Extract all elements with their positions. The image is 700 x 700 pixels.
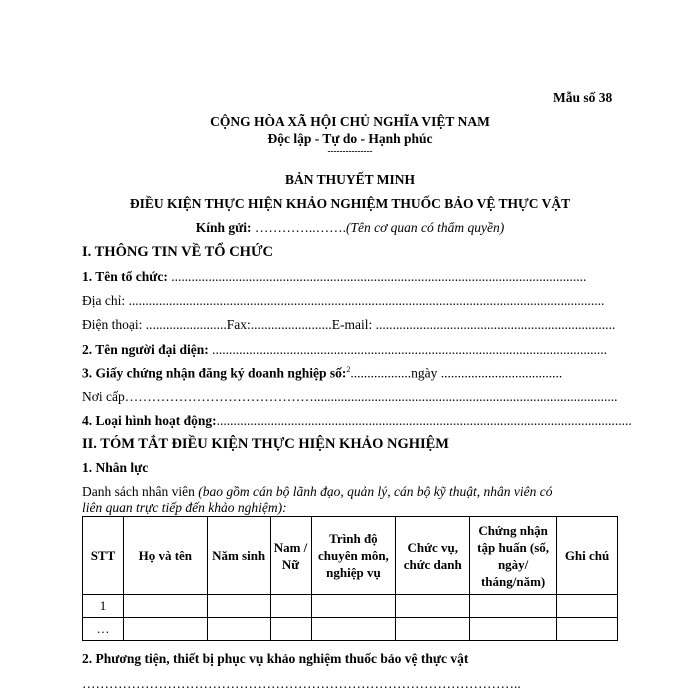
representative-dots: .....................................................................................................................	[212, 342, 607, 357]
document-title: BẢN THUYẾT MINH	[284, 172, 416, 187]
contact-line	[82, 317, 615, 333]
table-cell: …	[83, 618, 124, 641]
table-cell	[311, 595, 396, 618]
table-cell	[396, 595, 470, 618]
org-name-line	[82, 269, 586, 285]
equipment-subheading: 2. Phương tiện, thiết bị phục vụ khảo nghiệm thuốc bảo vệ thực vật	[82, 651, 469, 666]
org-name-label: 1. Tên tổ chức:	[82, 269, 172, 284]
recipient-line	[0, 220, 700, 236]
staff-subheading: 1. Nhân lực	[82, 460, 149, 475]
staff-table	[82, 516, 618, 641]
address-label: Địa chỉ:	[82, 293, 129, 308]
certificate-dots: ..................	[350, 365, 412, 381]
table-cell	[123, 595, 207, 618]
date-label: ngày	[411, 365, 441, 381]
staff-intro	[82, 484, 553, 500]
staff-intro-note-continued: liên quan trực tiếp đến khảo nghiệm):	[82, 500, 287, 515]
table-cell	[123, 618, 207, 641]
email-dots: .......................................................................	[375, 317, 616, 332]
org-name-dots: ...........................................................................................................................	[171, 269, 587, 284]
country-header: CỘNG HÒA XÃ HỘI CHỦ NGHĨA VIỆT NAM	[210, 114, 490, 129]
table-header-cell: Trình độ chuyên môn, nghiệp vụ	[311, 517, 396, 595]
staff-intro-label: Danh sách nhân viên	[82, 484, 199, 499]
table-cell	[311, 618, 396, 641]
phone-label: Điện thoại:	[82, 317, 146, 332]
table-row	[83, 618, 618, 641]
recipient-label: Kính gửi:	[195, 220, 255, 235]
staff-intro-note: (bao gồm cán bộ lãnh đạo, quản lý, cán bộ kỹ thuật, nhân viên có	[198, 484, 553, 499]
recipient-note: (Tên cơ quan có thẩm quyền)	[345, 220, 505, 235]
equipment-dots: ……………………………………………………………………………………..	[82, 676, 521, 691]
table-cell	[557, 595, 618, 618]
table-cell	[396, 618, 470, 641]
table-header-cell: STT	[83, 517, 124, 595]
activity-type-label: 4. Loại hình hoạt động:	[82, 413, 217, 428]
section1-heading: I. THÔNG TIN VỀ TỔ CHỨC	[82, 244, 273, 260]
document-subtitle: ĐIỀU KIỆN THỰC HIỆN KHẢO NGHIỆM THUỐC BẢO VỆ THỰC VẬT	[129, 196, 571, 211]
table-header-cell: Năm sinh	[207, 517, 270, 595]
certificate-label: 3. Giấy chứng nhận đăng ký doanh nghiệp số:	[82, 365, 347, 381]
header-separator: ---------------	[327, 146, 373, 156]
issue-place-line	[82, 389, 618, 405]
fax-label: Fax:	[226, 317, 251, 332]
certificate-line	[82, 365, 562, 382]
table-cell: 1	[83, 595, 124, 618]
table-header-cell: Ghi chú	[557, 517, 618, 595]
section2-heading: II. TÓM TẮT ĐIỀU KIỆN THỰC HIỆN KHẢO NGHIỆM	[82, 436, 449, 452]
table-cell	[207, 618, 270, 641]
activity-type-line	[82, 413, 632, 429]
footnote-marker: 2	[346, 365, 351, 374]
fax-dots: ........................	[250, 317, 332, 332]
table-header-cell: Nam / Nữ	[270, 517, 311, 595]
representative-label: 2. Tên người đại diện:	[82, 342, 213, 357]
table-header-cell: Họ và tên	[123, 517, 207, 595]
table-cell	[270, 618, 311, 641]
email-label: E-mail:	[331, 317, 376, 332]
motto: Độc lập - Tự do - Hạnh phúc	[267, 131, 433, 146]
representative-line	[82, 342, 607, 358]
phone-dots: ........................	[145, 317, 227, 332]
activity-type-dots: ...........................................................................................................................	[216, 413, 632, 428]
table-cell	[270, 595, 311, 618]
table-row	[83, 595, 618, 618]
table-header-cell: Chức vụ, chức danh	[396, 517, 470, 595]
table-header-cell: Chứng nhận tập huấn (số, ngày/ tháng/năm)	[470, 517, 557, 595]
table-cell	[557, 618, 618, 641]
table-header-row	[83, 517, 618, 595]
recipient-dots: …………..…….	[254, 220, 346, 235]
address-dots: .............................................................................................................................................	[128, 293, 605, 308]
issue-place-label: Nơi cấp	[82, 389, 125, 404]
address-line	[82, 293, 604, 309]
table-cell	[470, 595, 557, 618]
table-cell	[470, 618, 557, 641]
table-cell	[207, 595, 270, 618]
issue-place-dots: ……………………………………..........................................................................................	[124, 389, 618, 404]
date-dots: ....................................	[440, 365, 563, 381]
form-number: Mẫu số 38	[553, 90, 613, 105]
